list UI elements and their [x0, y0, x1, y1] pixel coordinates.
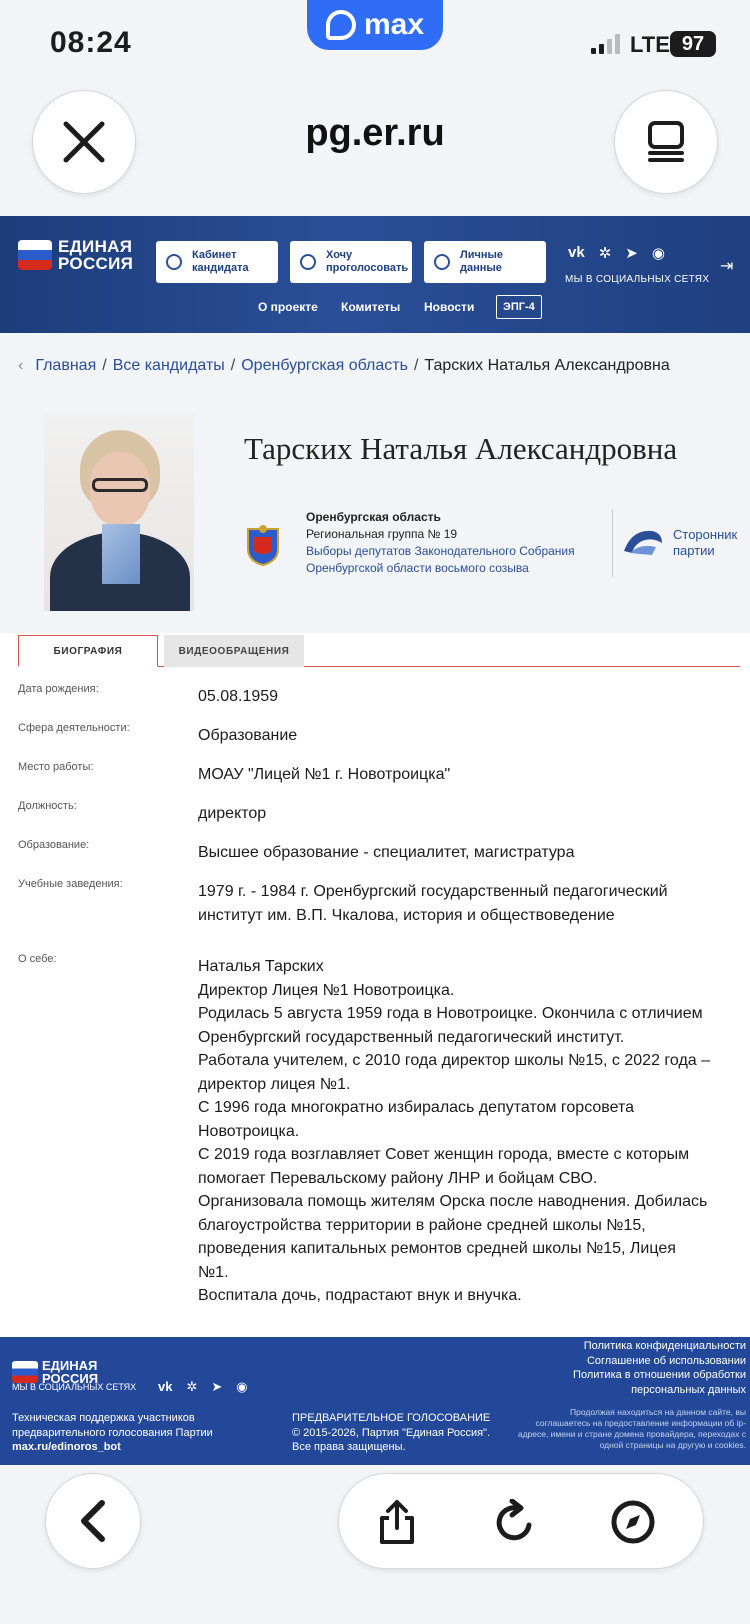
field-label: Место работы:: [18, 761, 94, 773]
divider: [612, 509, 613, 577]
cookie-note: Продолжая находиться на данном сайте, вы соглашаетесь на предоставление информации об ip-адресе, имени и стране домена провайдера, переходах с одной страницы на другую и cookies.: [517, 1407, 746, 1450]
breadcrumb-separator: /: [413, 357, 419, 374]
region-name: Оренбургская область: [306, 510, 441, 524]
breadcrumb-current: Тарских Наталья Александровна: [424, 357, 670, 374]
main-content: [0, 333, 750, 1337]
vk-icon[interactable]: vk: [158, 1379, 173, 1394]
personal-data-button[interactable]: [424, 241, 546, 283]
field-value: 1979 г. - 1984 г. Оренбургский государственный педагогический институт им. В.П. Чкалова, история и обществоведение: [198, 883, 668, 924]
max-icon[interactable]: ◉: [651, 245, 665, 262]
field-label: Учебные заведения:: [18, 878, 123, 890]
site-footer: [0, 1337, 750, 1465]
site-header: [0, 216, 750, 333]
footer-copyright: [292, 1411, 490, 1455]
support-bot-link[interactable]: max.ru/edinoros_bot: [12, 1441, 121, 1454]
ok-icon[interactable]: ✲: [598, 245, 612, 262]
chevron-left-icon: ‹: [18, 357, 24, 374]
close-icon: [62, 120, 106, 164]
election-link[interactable]: Выборы депутатов Законодательного Собрания: [306, 544, 575, 558]
browser-actions: [338, 1473, 704, 1569]
support-text: предварительного голосования Партии: [12, 1426, 213, 1439]
network-label: LTE: [630, 32, 670, 57]
person-icon: [434, 254, 450, 270]
tab-biography[interactable]: БИОГРАФИЯ: [18, 635, 158, 667]
vk-icon[interactable]: vk: [568, 244, 585, 261]
region-emblem-icon: [244, 523, 282, 567]
field-label: Должность:: [18, 800, 77, 812]
max-logo-icon: [326, 10, 356, 40]
field-value: директор: [198, 805, 267, 822]
browser-top-bar: [0, 90, 750, 216]
breadcrumb-all-candidates[interactable]: Все кандидаты: [112, 357, 225, 374]
supporter-status: Сторонник партии: [673, 527, 738, 558]
copyright-text: Все права защищены.: [292, 1441, 406, 1454]
field-label: Дата рождения:: [18, 683, 99, 695]
field-value: Образование: [198, 727, 298, 744]
user-card-icon: [166, 254, 182, 270]
nav-news[interactable]: Новости: [424, 300, 475, 314]
nav-about[interactable]: О проекте: [258, 300, 318, 314]
button-label: Хочу проголосовать: [326, 249, 409, 274]
footer-social-links: [158, 1379, 248, 1395]
field-label: Сфера деятельности:: [18, 722, 130, 734]
field-value: МОАУ "Лицей №1 г. Новотроицка": [198, 766, 451, 783]
share-icon: [377, 1498, 417, 1546]
bear-flag-icon: [18, 240, 52, 270]
field-label: О себе:: [18, 953, 57, 965]
button-label: Личные данные: [460, 249, 504, 274]
epg-badge[interactable]: ЭПГ-4: [496, 295, 542, 319]
clock: 08:24: [50, 26, 132, 59]
election-link-line2[interactable]: Оренбургской области восьмого созыва: [306, 561, 529, 575]
max-icon[interactable]: ◉: [236, 1379, 248, 1394]
region-info: [306, 509, 575, 577]
button-label: Кабинет кандидата: [192, 249, 249, 274]
telegram-icon[interactable]: ➤: [625, 245, 638, 262]
reload-button[interactable]: [491, 1498, 539, 1546]
close-button[interactable]: [32, 90, 136, 194]
logout-icon[interactable]: ⇥: [720, 258, 734, 275]
terms-link[interactable]: Соглашение об использовании: [586, 1354, 746, 1367]
compass-icon: [610, 1499, 656, 1545]
copyright-text: ПРЕДВАРИТЕЛЬНОЕ ГОЛОСОВАНИЕ: [292, 1412, 491, 1424]
signal-icon: [591, 34, 620, 54]
compass-button[interactable]: [609, 1498, 657, 1546]
about-text: Наталья Тарских Директор Лицея №1 Новотроицка. Родилась 5 августа 1959 года в Новотроицке. Окончила с отличием Оренбургский государственный педагогический институт. Работала учителем, с 2010 года директор школы №15, с 2022 года – директор лицея №1. С 1996 года многократно избиралась депутатом горсовета Новотроицка. С 2019 года возглавляет Совет женщин города, вместе с которым помогает Перевальскому району ЛНР и бойцам СВО. Организовала помощь жителям Орска после наводнения. Добилась благоустройства территории в районе средней школы №15, проведения капитальных ремонтов средней школы №15, Лицея №1. Воспитала дочь, подрастают внук и внучка.: [198, 958, 711, 1304]
chevron-left-icon: [76, 1499, 110, 1543]
privacy-policy-link[interactable]: Политика конфиденциальности: [583, 1340, 746, 1352]
candidate-cabinet-button[interactable]: [156, 241, 278, 283]
field-value: Высшее образование - специалитет, магистратура: [198, 844, 575, 861]
regional-group: Региональная группа № 19: [306, 527, 458, 541]
party-bear-icon: [622, 525, 664, 557]
support-text: Техническая поддержка участников: [12, 1412, 195, 1424]
data-policy-link[interactable]: Политика в отношении обработки: [573, 1369, 746, 1382]
candidate-header: [0, 333, 750, 633]
candidate-photo: [44, 412, 194, 611]
social-links: [568, 244, 665, 262]
browser-bottom-bar: [0, 1465, 750, 1624]
breadcrumb-region[interactable]: Оренбургская область: [241, 357, 408, 374]
party-logo[interactable]: [18, 238, 138, 272]
telegram-icon[interactable]: ➤: [211, 1379, 223, 1394]
battery-indicator: 97: [670, 31, 716, 57]
logo-text: ЕДИНАЯ РОССИЯ: [58, 237, 134, 273]
want-to-vote-button[interactable]: [290, 241, 412, 283]
status-bar: [0, 0, 750, 90]
ballot-pen-icon: [300, 254, 316, 270]
back-button[interactable]: [45, 1473, 141, 1569]
breadcrumb-separator: /: [102, 357, 107, 374]
candidate-name: Тарских Наталья Александровна: [244, 431, 678, 466]
max-app-badge[interactable]: [307, 0, 443, 50]
nav-committees[interactable]: Комитеты: [341, 300, 401, 314]
reload-icon: [493, 1499, 537, 1545]
footer-support: [12, 1411, 213, 1455]
breadcrumb: [18, 357, 670, 375]
bear-flag-icon: [12, 1361, 38, 1383]
breadcrumb-separator: /: [230, 357, 236, 374]
share-button[interactable]: [373, 1498, 421, 1546]
field-value: 05.08.1959: [198, 688, 279, 705]
profile-tabs: [18, 635, 740, 667]
footer-links: [573, 1339, 746, 1397]
social-label: МЫ В СОЦИАЛЬНЫХ СЕТЯХ: [565, 274, 710, 285]
footer-social-label: МЫ В СОЦИАЛЬНЫХ СЕТЯХ: [12, 1382, 137, 1392]
data-policy-link-line2[interactable]: персональных данных: [631, 1383, 746, 1396]
max-badge-label: max: [363, 8, 425, 41]
field-label: Образование:: [18, 839, 90, 851]
footer-logo-text: ЕДИНАЯ РОССИЯ: [42, 1358, 99, 1386]
copyright-text: © 2015-2026, Партия "Единая Россия".: [292, 1426, 491, 1439]
url-field[interactable]: pg.er.ru: [305, 112, 445, 154]
tabs-icon: [646, 120, 686, 164]
ok-icon[interactable]: ✲: [186, 1379, 198, 1394]
tabs-button[interactable]: [614, 90, 718, 194]
tab-video[interactable]: ВИДЕООБРАЩЕНИЯ: [164, 635, 304, 667]
breadcrumb-home[interactable]: Главная: [35, 357, 97, 374]
